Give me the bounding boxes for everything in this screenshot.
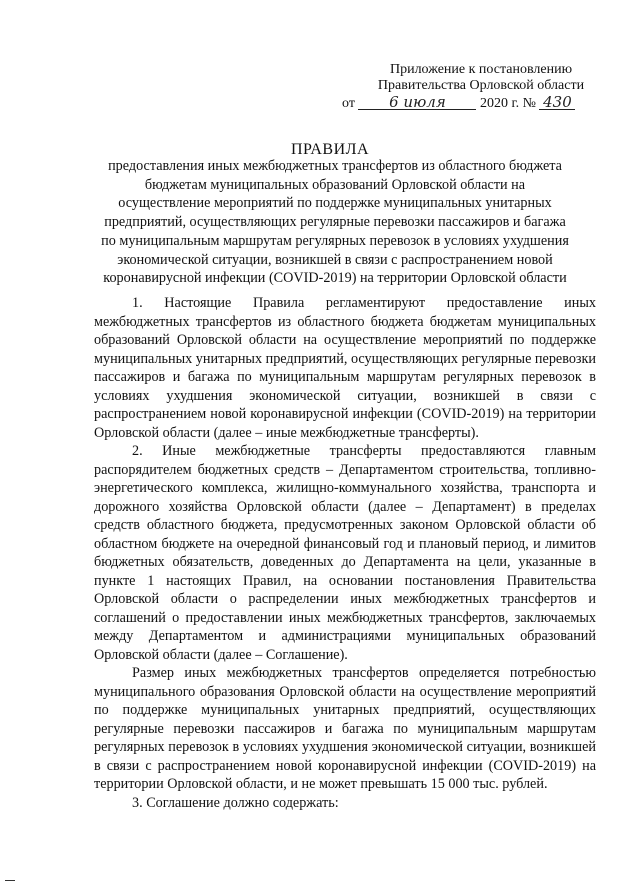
subtitle-line: осуществление мероприятий по поддержке муниципальных унитарных [118, 195, 552, 212]
number-handwritten: 430 [543, 93, 572, 111]
subtitle-line: экономической ситуации, возникшей в связи с распространением новой [117, 251, 553, 268]
scan-mark [5, 880, 15, 881]
subtitle-line: предприятий, осуществляющих регулярные перевозки пассажиров и багажа [104, 214, 566, 231]
document-subtitle [70, 157, 600, 288]
appendix-line-2: Правительства Орловской области [377, 78, 585, 93]
paragraph-2: 2. Иные межбюджетные трансферты предоставляются главным распорядителем бюджетных средств – Департаментом строительства, топливно-энергетического комплекса, жилищно-коммунального хозяйства, транспорта и дорожного хозяйства Орловской области (далее – Департамент) в пределах средств областного бюджета, предусмотренных законом Орловской области об областном бюджете на очередной финансовый год и плановый период, и лимитов бюджетных обязательств, доведенных до Департамента на цели, указанные в пункте 1 настоящих Правил, на основании постановления Правительства Орловской области о распределении иных межбюджетных трансфертов и соглашений о предоставлении иных межбюджетных трансфертов, заключаемых между Департаментом и администрациями муниципальных образований Орловской области (далее – Соглашение). [94, 443, 596, 663]
date-handwritten: 6 июля [389, 93, 446, 111]
year-number-text: 2020 г. № [479, 96, 536, 111]
subtitle-line: коронавирусной инфекции (COVID-2019) на территории Орловской области [103, 270, 567, 287]
paragraph-3: Размер иных межбюджетных трансфертов определяется потребностью муниципального образования Орловской области на осуществление мероприятий по поддержке муниципальных унитарных предприятий, осуществляющих регулярные перевозки пассажиров и багажа по муниципальным маршрутам регулярных перевозок в условиях ухудшения экономической ситуации, возникшей в связи с распространением новой коронавирусной инфекции (COVID-2019) на территории Орловской области, и не может превышать 15 000 тыс. рублей. [94, 665, 596, 792]
appendix-date-line [336, 94, 626, 112]
date-prefix: от [342, 96, 355, 111]
document-body [94, 294, 596, 812]
document-title: ПРАВИЛА [290, 141, 370, 158]
appendix-header [336, 62, 626, 112]
appendix-line-1: Приложение к постановлению [389, 62, 573, 77]
subtitle-line: по муниципальным маршрутам регулярных перевозок в условиях ухудшения [101, 232, 569, 249]
number-underline [539, 94, 575, 110]
subtitle-line: бюджетам муниципальных образований Орловской области на [144, 176, 526, 193]
paragraph-4: 3. Соглашение должно содержать: [132, 794, 339, 811]
paragraph-1: 1. Настоящие Правила регламентируют предоставление иных межбюджетных трансфертов из областного бюджета бюджетам муниципальных образований Орловской области на осуществление мероприятий по поддержке муниципальных унитарных предприятий, осуществляющих регулярные перевозки пассажиров и багажа по муниципальным маршрутам регулярных перевозок в условиях ухудшения экономической ситуации, возникшей в связи с распространением новой коронавирусной инфекции (COVID-2019) на территории Орловской области (далее – иные межбюджетные трансферты). [94, 295, 596, 441]
date-underline [358, 94, 476, 110]
subtitle-line: предоставления иных межбюджетных трансфертов из областного бюджета [108, 158, 562, 174]
